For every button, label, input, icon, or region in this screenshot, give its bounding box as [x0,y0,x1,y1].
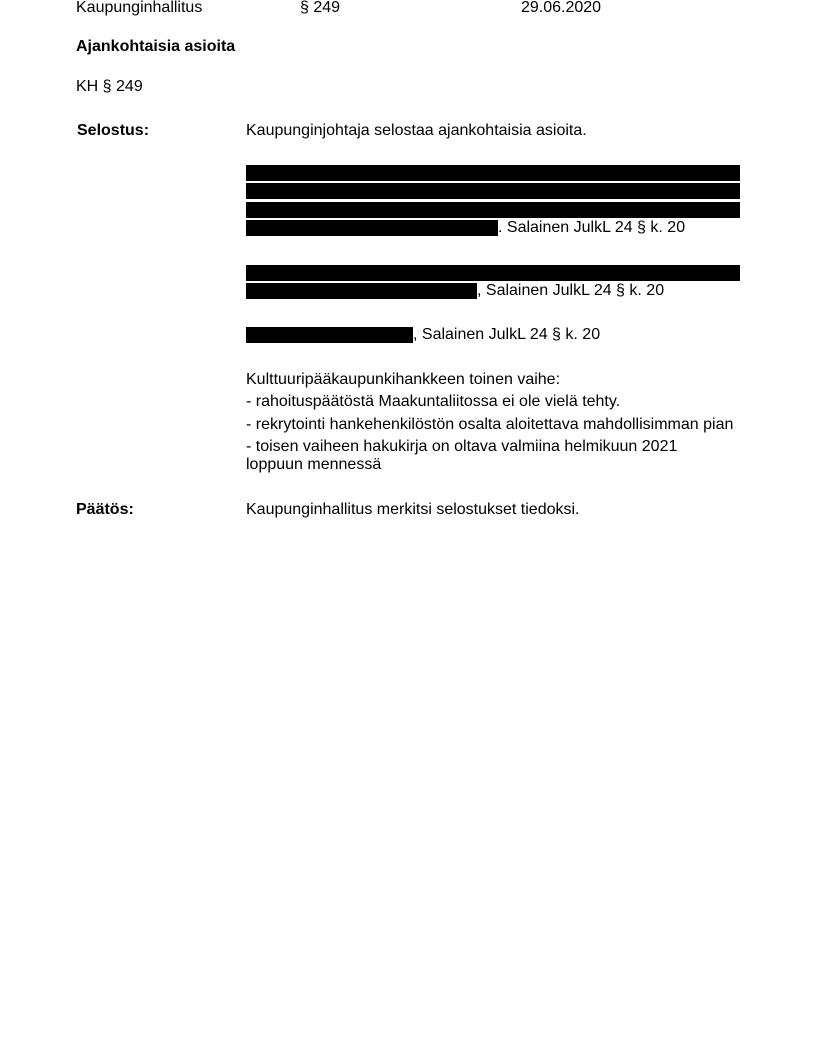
paatos-text: Kaupunginhallitus merkitsi selostukset tiedoksi. [246,501,580,518]
selostus-intro: Kaupunginjohtaja selostaa ajankohtaisia asioita. [246,122,587,139]
redaction-note: . Salainen JulkL 24 § k. 20 [498,219,686,236]
paatos-label: Päätös: [76,501,134,518]
redaction-bar [246,283,477,299]
redaction-bar [246,327,413,343]
list-item: loppuun mennessä [246,456,382,473]
reference: KH § 249 [76,78,143,95]
list-item: - toisen vaiheen hakukirja on oltava valmiina helmikuun 2021 [246,438,678,455]
header-date: 29.06.2020 [521,0,602,16]
redaction-bar [246,202,740,218]
redaction-note: , Salainen JulkL 24 § k. 20 [477,282,665,299]
redaction-bar [246,265,740,281]
document-title: Ajankohtaisia asioita [76,38,236,55]
header-organ: Kaupunginhallitus [76,0,203,16]
selostus-label: Selostus: [77,122,150,139]
list-item: - rekrytointi hankehenkilöstön osalta aloitettava mahdollisimman pian [246,416,734,433]
redaction-bar [246,165,740,181]
redaction-bar [246,220,498,236]
list-heading: Kulttuuripääkaupunkihankkeen toinen vaihe: [246,371,561,388]
redaction-note: , Salainen JulkL 24 § k. 20 [413,326,601,343]
header-section: § 249 [300,0,341,16]
redaction-bar [246,183,740,199]
list-item: - rahoituspäätöstä Maakuntaliitossa ei ole vielä tehty. [246,393,621,410]
